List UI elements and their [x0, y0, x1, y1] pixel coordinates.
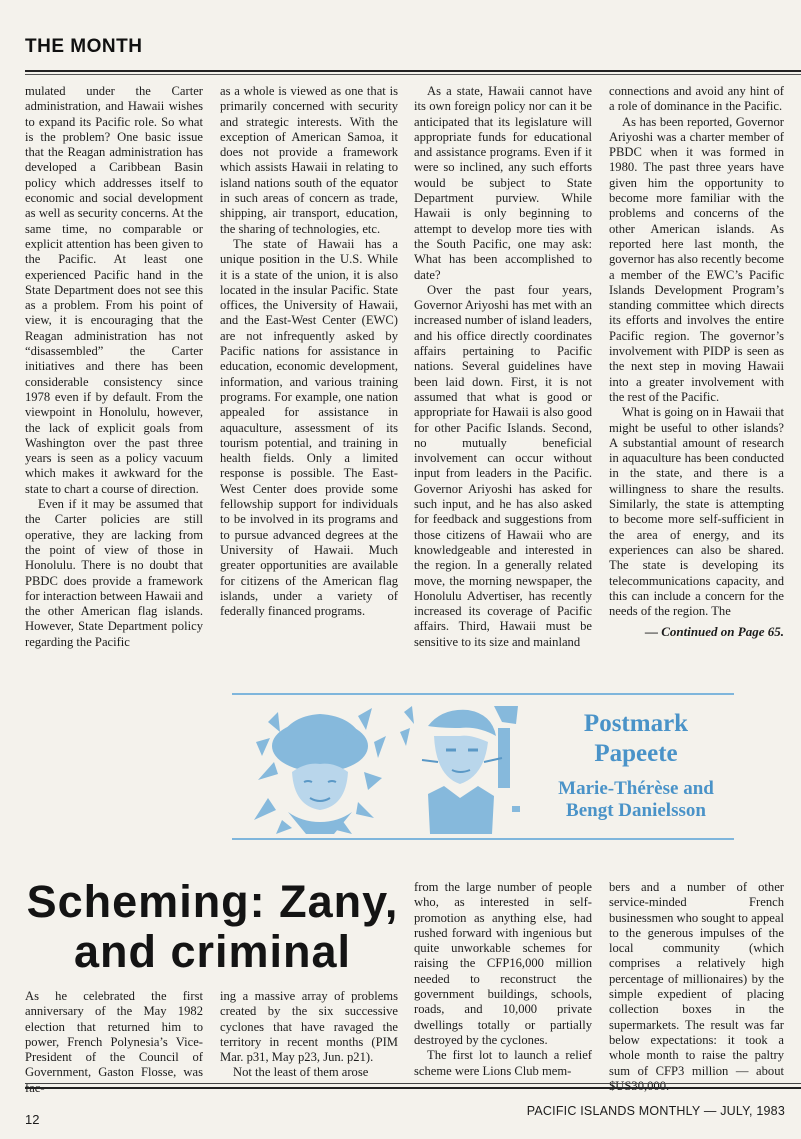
banner-rule-bottom	[232, 838, 734, 840]
column-title: Papeete	[594, 740, 678, 767]
article2-column-3	[414, 880, 592, 1079]
article1-column-4	[609, 84, 784, 619]
continued-note: — Continued on Page 65.	[644, 624, 784, 639]
publication-footer: PACIFIC ISLANDS MONTHLY — JULY, 1983	[526, 1104, 785, 1118]
author-photo-man	[398, 702, 526, 834]
column-authors: Marie-Thérèse and	[558, 778, 714, 799]
column-title: Postmark	[583, 710, 689, 737]
paragraph: Not the least of them arose	[233, 1065, 369, 1080]
author-photo-woman	[248, 702, 388, 834]
paragraph: as a whole is viewed as one that is primarily concerned with security and strategic interests. With the exception of American Samoa, it does not provide a framework which assists Hawaii in relating to island nations south of the equator in such areas of concern as trade, shipping, air transport, education, the sharing of technologies, etc.	[220, 84, 398, 236]
header-rule-thin	[25, 74, 801, 75]
article-headline: Scheming: Zany,	[26, 876, 399, 927]
footer-rule	[25, 1087, 801, 1089]
article2-column-1	[25, 989, 203, 1096]
paragraph: from the large number of people who, as interested in self-promotion as anything else, had rushed forward with ingenious but quite unworkable schemes for raising the CFP16,000 million needed to reconstruct the government buildings, schools, roads, and 10,000 private dwellings totally or partially destroyed by the cyclones.	[414, 880, 592, 1047]
article2-column-4	[609, 880, 784, 1094]
section-header: THE MONTH	[25, 36, 143, 57]
footer-rule-thin	[25, 1083, 801, 1084]
paragraph: What is going on in Hawaii that might be useful to other islands? A substantial amount of research in aquaculture has been conducted in the state, and there is a willingness to share the results. Similarly, the state is attempting to become more self-sufficient in the area of energy, and its experiences can also be shared. The state is developing its telecommunications capacity, and this can include a concern for the needs of the region. The	[609, 405, 784, 619]
paragraph: The state of Hawaii has a unique position in the U.S. While it is a state of the union, it is also located in the insular Pacific. State offices, the University of Hawaii, and the East-West Center (EWC) are not infrequently asked by Pacific nations for assistance in education, economic development, information, and various training programs. For example, one nation appealed for assistance in aquaculture, assessment of its tourism potential, and training in health fields. Only a limited response is possible. The East-West Center does provide some fellowship support for individuals to be involved in its programs and to pursue advanced degrees at the University of Hawaii. Much greater opportunities are available for citizens of the American flag islands, under a variety of federally financed programs.	[220, 236, 398, 619]
banner-rule-top	[232, 693, 734, 695]
paragraph: Over the past four years, Governor Ariyoshi has met with an increased number of island leaders, and his office directly coordinates affairs pertaining to Pacific nations. Several guidelines have been laid down. First, it is not assumed that what is good or appropriate for Hawaii is also good for other Pacific Islands. Second, no mutually beneficial involvement can occur without input from leaders in the Pacific. Governor Ariyoshi has asked for such input, and he has also asked for feedback and suggestions from those citizens of Hawaii who are knowledgeable and interested in the region. In a generally related move, the morning newspaper, the Honolulu Advertiser, has recently increased its coverage of Pacific affairs. Third, Hawaii must be sensitive to its size and mainland	[414, 282, 593, 649]
paragraph: connections and avoid any hint of a role of dominance in the Pacific.	[609, 84, 784, 114]
article2-column-2	[220, 989, 398, 1081]
page-number: 12	[25, 1112, 40, 1127]
article1-column-1	[25, 84, 203, 650]
article-headline: and criminal	[73, 926, 352, 977]
article1-column-2	[220, 84, 398, 619]
paragraph: As he celebrated the first anniversary of the May 1982 election that returned him to power, French Polynesia’s Vice-President of the Council of Government, Gaston Flosse, was fac-	[25, 989, 203, 1095]
paragraph: The first lot to launch a relief scheme were Lions Club mem-	[414, 1048, 592, 1078]
paragraph: As has been reported, Governor Ariyoshi was a charter member of PBDC when it was formed in 1980. The past three years have given him the opportunity to become more familiar with the problems and concerns of the other American islands. As reported here last month, the governor has also recently become a member of the EWC’s Pacific Islands Development Program’s standing committee which directs its efforts and involves the entire Pacific region. The governor’s involvement with PIDP is seen as the next step in moving Hawaii into a greater involvement with the rest of the Pacific.	[609, 114, 784, 404]
paragraph: mulated under the Carter administration, and Hawaii wishes to expand its Pacific role. So what is the problem? One basic issue that the Reagan administration has developed a Caribbean Basin policy which addresses itself to economic and social development as well as security concerns. At the same time, no comparable or explicit attention has been given to the Pacific. At least one experienced Pacific hand in the State Department does not see this as a problem. From his point of view, it is encouraging that the Reagan administration has not “disassembled” the Carter initiatives and there has been considerable consistency since 1978 even if by default. From the viewpoint in Honolulu, however, the lack of explicit goals from Washington over the past three years is seen as a policy vacuum which makes it awkward for the state to chart a course of direction.	[25, 84, 203, 496]
column-authors: Bengt Danielsson	[566, 800, 706, 821]
paragraph: Even if it may be assumed that the Carter policies are still operative, they are lacking from the point of view of those in Honolulu. There is no doubt that PBDC does provide a framework for interaction between Hawaii and the other American flag islands. However, State Department policy regarding the Pacific	[25, 497, 203, 649]
article1-column-3	[414, 84, 592, 650]
paragraph: bers and a number of other service-minded French businessmen who sought to appeal to the generous impulses of the local community (which comprises a relatively high percentage of millionaires) by the simple expedient of placing collection boxes in the supermarkets. The result was far below expectations: it took a whole month to raise the paltry sum of CFP3 million — about $US30,000.	[609, 880, 784, 1093]
paragraph: ing a massive array of problems created by the six successive cyclones that have ravaged the territory in recent months (PIM Mar. p31, May p23, Jun. p21).	[220, 989, 398, 1065]
header-rule	[25, 70, 801, 72]
paragraph: As a state, Hawaii cannot have its own foreign policy nor can it be anticipated that its legislature will appropriate funds for educational and assistance programs. Even if it were so inclined, any such efforts would be subject to State Department purview. While Hawaii is only beginning to attempt to develop more ties with the South Pacific, one may ask: What has been accomplished to date?	[414, 84, 592, 282]
